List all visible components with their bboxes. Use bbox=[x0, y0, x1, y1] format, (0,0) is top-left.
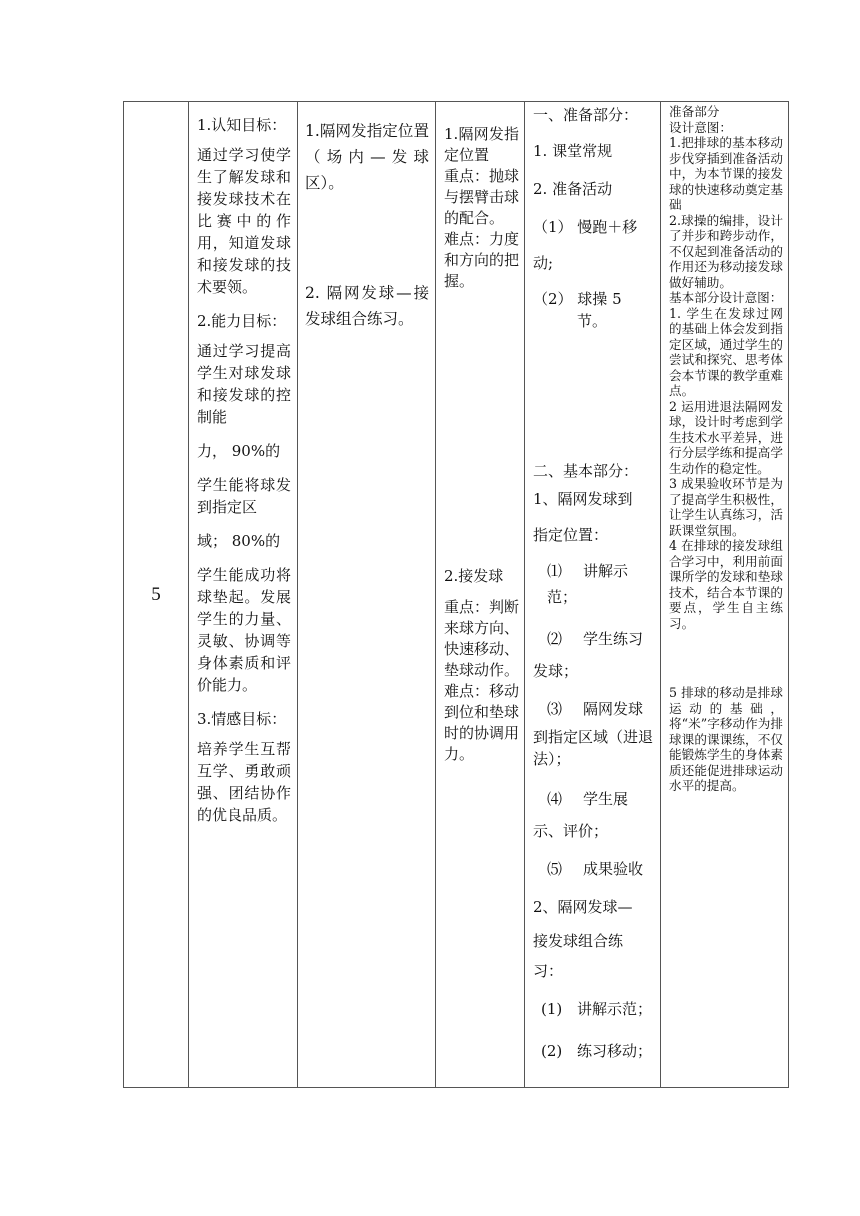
emotion-objective-title: 3.情感目标： bbox=[197, 710, 287, 728]
step-text: 学生练习 bbox=[583, 630, 644, 648]
design-paragraph: 4 在排球的接发球组合学习中，利用前面课所学的发球和垫球技术，结合本节课的要点，学生自主练习。 bbox=[669, 538, 783, 631]
basic-step bbox=[533, 696, 654, 722]
design-paragraph: 1. 学生在发球过网的基础上体会发到指定区域，通过学生的尝试和探究、思考体会本节课的教学重难点。 bbox=[669, 305, 783, 398]
basic-item: 接发球组合练 bbox=[533, 932, 624, 950]
prep-subitem: （1） 慢跑＋移 bbox=[533, 218, 638, 236]
content-item: 1.隔网发指定位置（场内—发球区）。 bbox=[305, 122, 429, 192]
basic-step bbox=[533, 856, 654, 882]
design-paragraph: 3 成果验收环节是为了提高学生积极性，让学生认真练习，活跃课堂氛围。 bbox=[669, 476, 783, 538]
ability-objective-text: 学生能成功将球垫起。发展学生的力量、灵敏、协调等身体素质和评价能力。 bbox=[197, 566, 291, 694]
step-marker: ⑶ bbox=[547, 700, 563, 718]
lesson-number-cell bbox=[124, 102, 188, 1087]
design-prep-subtitle: 设计意图： bbox=[669, 119, 732, 135]
design-basic-title: 基本部分设计意图： bbox=[669, 290, 783, 305]
key-points-cell bbox=[436, 102, 524, 1087]
basic-step bbox=[533, 626, 654, 652]
objectives-cell bbox=[189, 102, 297, 1087]
step-text: 示、评价； bbox=[533, 822, 609, 840]
ability-objective-text: 通过学习提高学生对球发球和接发球的控制能 bbox=[197, 342, 291, 426]
step-marker: ⑵ bbox=[547, 630, 563, 648]
design-paragraph: 5 排球的移动是排球运动的基础，将“米”字移动作为排球课的课课练，不仅能锻炼学生的身体素质还能促进排球运动水平的提高。 bbox=[669, 685, 783, 793]
prep-subitem: 动; bbox=[533, 254, 554, 272]
basic-step bbox=[533, 558, 654, 610]
step-marker: (1) bbox=[541, 1000, 563, 1018]
basic-step bbox=[533, 786, 654, 812]
basic-item: 2、隔网发球— bbox=[533, 898, 633, 916]
design-intent-cell bbox=[661, 102, 789, 1087]
receive-key-point: 重点：判断来球方向、快速移动、垫球动作。 bbox=[444, 598, 520, 679]
ability-objective-title: 2.能力目标： bbox=[197, 312, 287, 330]
prep-section-title: 一、准备部分： bbox=[533, 106, 639, 124]
cognitive-objective-text: 通过学习使学生了解发球和接发球技术在比赛中的作用，知道发球和接发球的技术要领。 bbox=[197, 146, 291, 296]
step-text: 发球； bbox=[533, 662, 579, 680]
ability-objective-text: 域； 80%的 bbox=[197, 532, 281, 550]
serve-difficulty: 难点：力度和方向的把握。 bbox=[444, 230, 520, 290]
content-cell bbox=[298, 102, 435, 1087]
design-paragraph: 2.球操的编排，设计了并步和跨步动作，不仅起到准备活动的作用还为移动接发球做好辅助。 bbox=[669, 212, 783, 290]
step-marker: (2) bbox=[541, 1042, 563, 1060]
step-text: 讲解示范； bbox=[577, 1000, 653, 1018]
basic-item: 习： bbox=[533, 962, 564, 980]
content-item: 2. 隔网发球—接发球组合练习。 bbox=[305, 284, 429, 328]
emotion-objective-text: 培养学生互帮互学、勇敢顽强、团结协作的优良品质。 bbox=[197, 740, 291, 824]
basic-item: 指定位置： bbox=[533, 526, 609, 544]
serve-title: 1.隔网发指定位置 bbox=[444, 125, 519, 164]
prep-item: 1. 课堂常规 bbox=[533, 142, 613, 160]
ability-objective-text: 力， 90%的 bbox=[197, 442, 281, 460]
basic-item: 1、隔网发球到 bbox=[533, 490, 633, 508]
basic-step bbox=[533, 1038, 654, 1064]
prep-subitem: 节。 bbox=[577, 312, 608, 330]
cognitive-objective-title: 1.认知目标： bbox=[197, 116, 287, 134]
receive-difficulty: 难点：移动到位和垫球时的协调用力。 bbox=[444, 682, 520, 763]
procedure-cell bbox=[525, 102, 660, 1087]
step-marker: ⑴ bbox=[547, 562, 563, 580]
prep-subitem: （2） 球操 5 bbox=[533, 290, 622, 308]
basic-section-title: 二、基本部分： bbox=[533, 462, 639, 480]
step-marker: ⑷ bbox=[547, 790, 563, 808]
design-paragraph: 1.把排球的基本移动步伐穿插到准备活动中，为本节课的接发球的快速移动奠定基础 bbox=[669, 135, 783, 212]
step-text: 到指定区域（进退法）； bbox=[533, 728, 654, 768]
step-text: 隔网发球 bbox=[583, 700, 644, 718]
basic-step bbox=[533, 996, 654, 1022]
step-text: 练习移动； bbox=[577, 1042, 653, 1060]
step-text: 成果验收 bbox=[583, 860, 644, 878]
lesson-plan-table bbox=[123, 101, 789, 1088]
prep-item: 2. 准备活动 bbox=[533, 180, 613, 198]
step-text: 讲解示范； bbox=[547, 562, 629, 606]
ability-objective-text: 学生能将球发到指定区 bbox=[197, 476, 291, 516]
lesson-number: 5 bbox=[151, 584, 161, 605]
design-paragraph: 2 运用进退法隔网发球，设计时考虑到学生技术水平差异，进行分层学练和提高学生动作的稳定性。 bbox=[669, 398, 783, 476]
design-prep-title: 准备部分 bbox=[669, 104, 720, 119]
step-marker: ⑸ bbox=[547, 860, 563, 878]
step-text: 学生展 bbox=[583, 790, 629, 808]
receive-title: 2.接发球 bbox=[444, 567, 504, 585]
serve-key-point: 重点：抛球与摆臂击球的配合。 bbox=[444, 167, 520, 227]
